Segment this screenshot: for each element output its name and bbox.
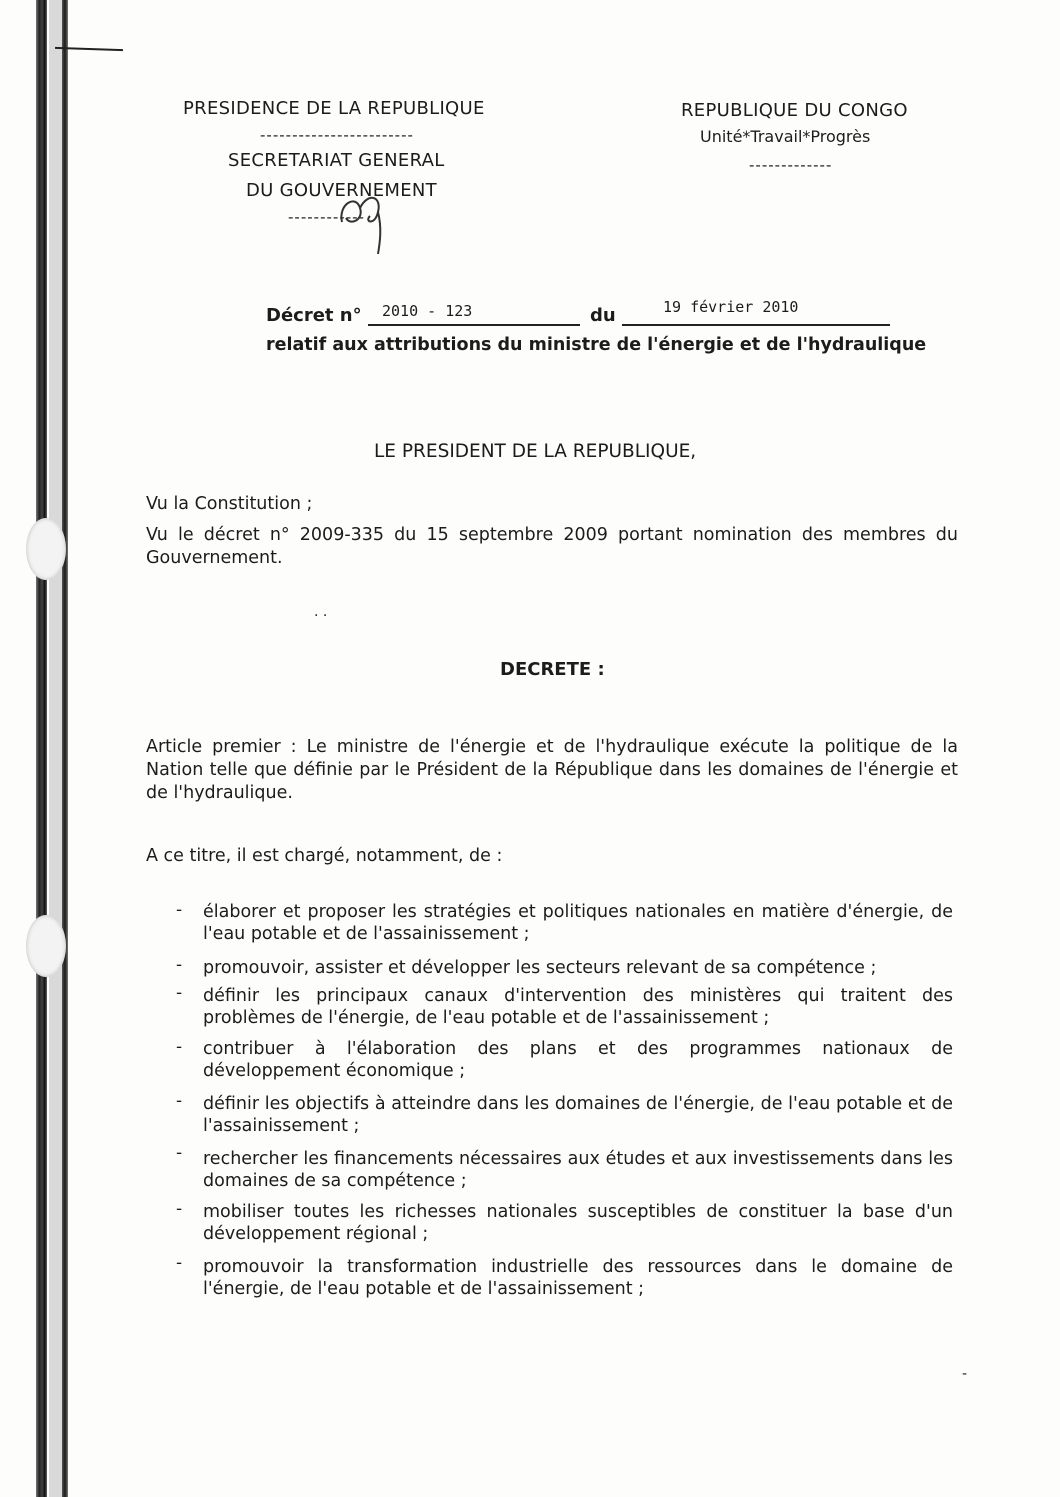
decree-date: 19 février 2010: [663, 298, 799, 316]
list-bullet: -: [176, 1199, 183, 1219]
article-premier-text: Le ministre de l'énergie et de l'hydraulique exécute la politique de la Nation telle que définie par le Président de la République dans les domaines de l'énergie et de l'hydraulique.: [146, 737, 958, 803]
decree-du: du: [590, 305, 616, 326]
header-presidence: PRESIDENCE DE LA REPUBLIQUE: [183, 98, 485, 119]
list-item: définir les principaux canaux d'intervention des ministères qui traitent des problèmes de l'énergie, de l'eau potable et de l'assainissement ;: [203, 986, 953, 1028]
header-right-separator: -------------: [749, 156, 833, 174]
list-bullet: -: [176, 1037, 183, 1057]
scan-speck: -: [962, 1366, 968, 1382]
header-left-separator: ------------------------: [260, 126, 414, 144]
president-heading: LE PRESIDENT DE LA REPUBLIQUE,: [374, 441, 697, 462]
punch-hole: [26, 518, 66, 580]
list-bullet: -: [176, 983, 183, 1003]
list-bullet: -: [176, 1091, 183, 1111]
list-bullet: -: [176, 1253, 183, 1273]
header-left-separator-2: ------------: [288, 208, 365, 226]
decree-number: 2010 - 123: [382, 302, 473, 320]
decrete-heading: DECRETE :: [500, 659, 605, 680]
list-item: mobiliser toutes les richesses nationales susceptibles de constituer la base d'un développement régional ;: [203, 1202, 953, 1244]
punch-hole: [26, 915, 66, 977]
list-bullet: -: [176, 955, 183, 975]
scan-edge: [36, 0, 47, 1497]
list-item: élaborer et proposer les stratégies et politiques nationales en matière d'énergie, de l'eau potable et de l'assainissement ;: [203, 902, 953, 944]
visa-decret: Vu le décret n° 2009-335 du 15 septembre 2009 portant nomination des membres du Gouvernement.: [146, 525, 958, 568]
scan-speck: · ·: [314, 608, 328, 624]
list-bullet: -: [176, 900, 183, 920]
header-republique-congo: REPUBLIQUE DU CONGO: [681, 100, 908, 121]
scan-edge-inner: [49, 0, 62, 1497]
list-bullet: -: [176, 1143, 183, 1163]
list-item: promouvoir la transformation industrielle des ressources dans le domaine de l'énergie, de l'eau potable et de l'assainissement ;: [203, 1257, 953, 1299]
header-secretariat: SECRETARIAT GENERAL: [228, 150, 445, 171]
decree-subject: relatif aux attributions du ministre de l'énergie et de l'hydraulique: [266, 335, 927, 355]
list-item: promouvoir, assister et développer les secteurs relevant de sa compétence ;: [203, 958, 877, 978]
header-motto: Unité*Travail*Progrès: [700, 127, 871, 146]
header-gouvernement: DU GOUVERNEMENT: [246, 180, 437, 201]
list-item: définir les objectifs à atteindre dans les domaines de l'énergie, de l'eau potable et de l'assainissement ;: [203, 1094, 953, 1136]
article-premier-label: Article premier :: [146, 737, 297, 757]
article-intro: A ce titre, il est chargé, notamment, de :: [146, 846, 503, 866]
scan-edge-right: [62, 0, 68, 1497]
handwritten-initials: [320, 182, 400, 262]
list-item: rechercher les financements nécessaires aux études et aux investissements dans les domaines de sa compétence ;: [203, 1149, 953, 1191]
decree-number-underline: [368, 324, 580, 326]
decree-label: Décret n°: [266, 305, 362, 326]
decree-date-underline: [622, 324, 890, 326]
visa-constitution: Vu la Constitution ;: [146, 494, 313, 514]
list-item: contribuer à l'élaboration des plans et des programmes nationaux de développement économique ;: [203, 1039, 953, 1081]
article-premier: [146, 736, 958, 805]
